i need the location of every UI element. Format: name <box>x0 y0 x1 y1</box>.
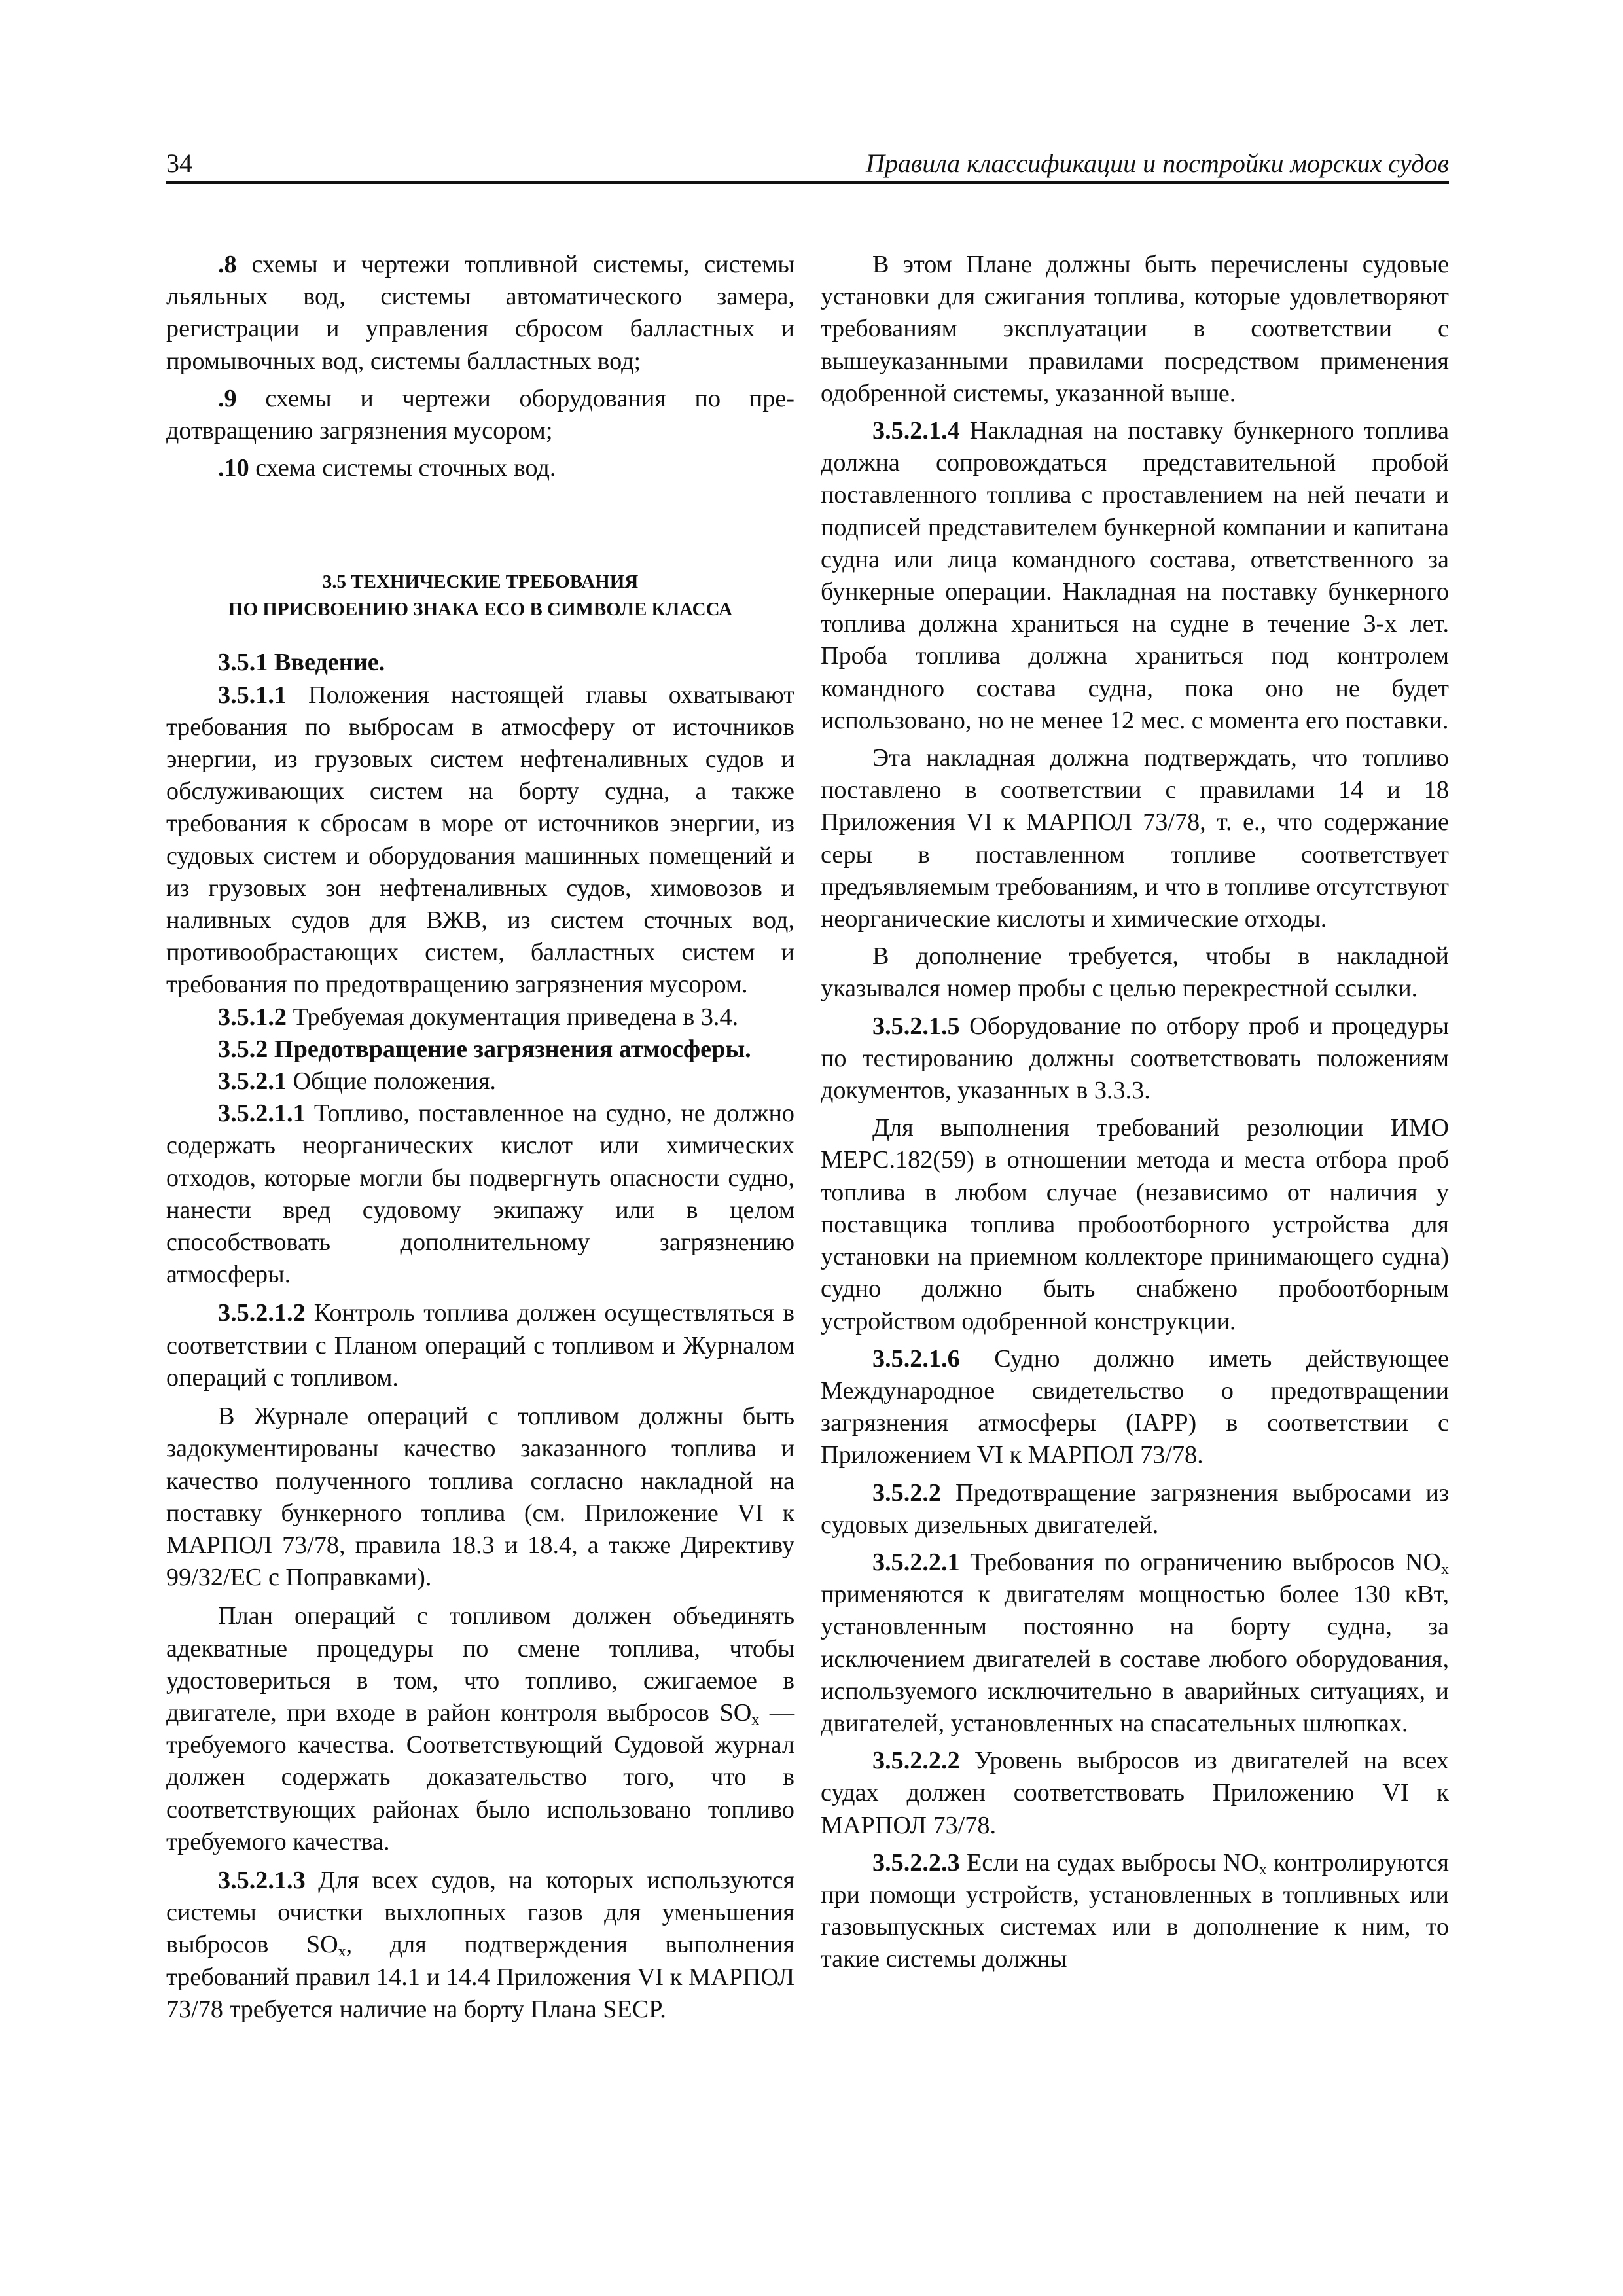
paragraph-text: Если на судах выбросы NO <box>959 1848 1259 1876</box>
paragraph-text: План операций с топливом должен объединять адекватные процедуры по смене топлива, чтобы удостовериться в том, что топливо, сжигаемое в двигателе, при входе в район контроля выбросов SO <box>166 1602 794 1727</box>
paragraph-title: Введение. <box>268 649 385 677</box>
paragraph-3-5-2 <box>166 1033 794 1066</box>
paragraph-text: Общие положения. <box>287 1067 496 1096</box>
plan-list-paragraph: В этом Плане должны быть перечислены судовые установки для сжигания топлива, которые удовлетворяют требованиям эксплуатации в соответствии с вышеуказанными правилами посредством применения одобренной системы, указанной выше. <box>821 251 1449 407</box>
running-title: Правила классификации и постройки морских судов <box>865 149 1449 178</box>
paragraph-text: Накладная на поставку бункерного топлива должна сопровождаться представительной пробой поставленного топлива с проставлением на ней печати и подписей представителем бункерной компании и капитана судна или лица командного состава, ответственного за бункерные операции. Накладная на поставку бункерного топлива должна храниться на судне в течение 3-х лет. Проба топлива должна храниться под контролем командного состава судна, пока оно не будет использовано, но не менее 12 мес. с момента его поставки. <box>821 417 1449 734</box>
paragraph-3-5-2-2-3 <box>821 1847 1449 1976</box>
page-number: 34 <box>166 149 192 178</box>
paragraph-3-5-2-1-2 <box>166 1297 794 1394</box>
paragraph-3-5-2-2-2 <box>821 1745 1449 1842</box>
paragraph-number: 3.5.2.1.5 <box>872 1012 960 1040</box>
paragraph-text: Требуемая документация приведена в 3.4. <box>287 1003 739 1031</box>
paragraph-3-5-2-1-5 <box>821 1011 1449 1107</box>
paragraph-number: 3.5.1.1 <box>218 681 287 709</box>
paragraph-3-5-2-1-3 <box>166 1865 794 2026</box>
paragraph-text: Судно должно иметь действующее Международное свидетельство о предотвращении загрязнения атмосферы (IAPP) в соответствии с Приложением VI к МАРПОЛ 73/78. <box>821 1344 1449 1469</box>
paragraph-number: 3.5.2.1.4 <box>872 417 960 445</box>
invoice-paragraph: Эта накладная должна подтверждать, что топливо поставлено в соответствии с правилами 14 и 18 Приложения VI к МАРПОЛ 73/78, т. е., что содержание серы в поставленном топливе соответствует предъявляемым требованиям, и что в топливе отсутствуют неорганические кислоты и химические отходы. <box>821 744 1449 933</box>
paragraph-text: Предотвращение загрязнения выбросами из судовых дизельных двигателей. <box>821 1479 1449 1539</box>
item-text: схема системы сточных вод. <box>249 454 556 482</box>
left-column <box>166 249 794 2026</box>
item-number: .10 <box>218 454 249 482</box>
paragraph-number: 3.5.2.1.2 <box>218 1299 306 1327</box>
paragraph-text: контролируются при помощи устройств, установленных в топливных или газовыпускных системах или в дополнение к ним, то такие системы должны <box>821 1848 1449 1973</box>
header-rule <box>166 181 1449 184</box>
paragraph-3-5-2-2-1 <box>821 1547 1449 1740</box>
paragraph-number: 3.5.2.1.3 <box>218 1866 306 1894</box>
subscript: x <box>1258 1861 1267 1878</box>
paragraph-number: 3.5.1.2 <box>218 1003 287 1031</box>
paragraph-text: Оборудование по отбору проб и процедуры по тестированию должны соответствовать положениям документов, указанных в 3.3.3. <box>821 1012 1449 1105</box>
paragraph-3-5-2-1 <box>166 1066 794 1098</box>
item-text: схемы и чертежи топливной системы, системы льяльных вод, системы автоматического замера, регистрации и управления сбросом балластных и промывочных вод, системы балластных вод; <box>166 251 794 375</box>
item-number: .8 <box>218 251 237 278</box>
paragraph-text: Уровень выбросов из двигателей на всех судах должен соответствовать Приложению VI к МАРПОЛ 73/78. <box>821 1747 1449 1839</box>
subscript: x <box>751 1711 760 1729</box>
paragraph-text: применяются к двигателям мощностью более 130 кВт, установленным постоянно на борту судна, за исключением двигателей в составе любого оборудования, используемого исключительно в аварийных ситуациях, и двигателей, установленных на спасательных шлюпках. <box>821 1581 1449 1737</box>
list-item-8 <box>166 249 794 378</box>
paragraph-3-5-1 <box>166 647 794 679</box>
paragraph-3-5-2-1-6 <box>821 1343 1449 1472</box>
section-heading-line-1: 3.5 ТЕХНИЧЕСКИЕ ТРЕБОВАНИЯ <box>322 571 639 593</box>
subscript: x <box>338 1943 346 1961</box>
imo-paragraph: Для выполнения требований резолюции ИМО МЕРС.182(59) в отношении метода и места отбора проб топлива в любом случае (независимо от наличия у поставщика топлива пробоотборного устройства для установки на приемном коллекторе принимающего судна) судно должно быть снабжено пробоотборным устройством одобренной конструкции. <box>821 1114 1449 1335</box>
list-item-9 <box>166 383 794 447</box>
right-column <box>821 249 1449 1976</box>
subscript: x <box>1441 1560 1449 1578</box>
paragraph-3-5-2-1-4 <box>821 415 1449 737</box>
paragraph-number: 3.5.2.2 <box>872 1479 942 1507</box>
paragraph-3-5-1-1 <box>166 679 794 1001</box>
paragraph-number: 3.5.2.2.2 <box>872 1747 960 1775</box>
paragraph-text: Положения настоящей главы охватывают требования по выбросам в атмосферу от источников энергии, из грузовых систем нефтеналивных судов и обслуживающих систем на борту судна, а также требования к сбросам в море от источников энергии, из судовых систем и оборудования машинных помещений и из грузовых зон нефтеналивных судов, химовозов и наливных судов для ВЖВ, из систем сточных вод, противообрастающих систем, балластных систем и требования по предотвращению загрязнения мусором. <box>166 681 794 999</box>
item-number: .9 <box>218 384 237 412</box>
paragraph-number: 3.5.2.2.1 <box>872 1548 960 1576</box>
paragraph-3-5-2-2 <box>821 1477 1449 1541</box>
paragraph-number: 3.5.2.1.6 <box>872 1344 960 1372</box>
addition-paragraph: В дополнение требуется, чтобы в накладной указывался номер пробы с целью перекрестной ссылки. <box>821 942 1449 1003</box>
paragraph-number: 3.5.1 <box>218 649 268 677</box>
plan-paragraph <box>166 1600 794 1858</box>
paragraph-3-5-1-2 <box>166 1001 794 1033</box>
paragraph-number: 3.5.2.1 <box>218 1067 287 1096</box>
paragraph-3-5-2-1-1 <box>166 1098 794 1291</box>
journal-paragraph: В Журнале операций с топливом должны быть задокументированы качество заказанного топлива и качество полученного топлива согласно накладной на поставку бункерного топлива (см. Приложение VI к МАРПОЛ 73/78, правила 18.3 и 18.4, а также Директиву 99/32/ЕС с Поправками). <box>166 1403 794 1592</box>
paragraph-text: — требуемого качества. Соответствующий Судовой журнал должен содержать доказательство того, что в соответствующих районах было использовано топливо требуемого качества. <box>166 1698 795 1856</box>
section-heading-line-2: ПО ПРИСВОЕНИЮ ЗНАКА ECO В СИМВОЛЕ КЛАССА <box>228 599 733 620</box>
paragraph-text: , для подтверждения выполнения требований правил 14.1 и 14.4 Приложения VI к МАРПОЛ 73/78 требуется наличие на борту Плана SECP. <box>166 1931 794 2023</box>
list-item-10 <box>166 452 794 484</box>
paragraph-text: Контроль топлива должен осуществляться в соответствии с Планом операций с топливом и Журналом операций с топливом. <box>166 1299 794 1391</box>
item-text: схемы и чертежи оборудования по предотвращению загрязнения мусором; <box>166 384 794 445</box>
paragraph-text: Для всех судов, на которых используются системы очистки выхлопных газов для уменьшения выбросов SO <box>166 1866 794 1959</box>
section-heading <box>166 568 794 623</box>
paragraph-number: 3.5.2 <box>218 1035 268 1063</box>
paragraph-text: Топливо, поставленное на судно, не должно содержать неорганических кислот или химических отходов, которые могли бы подвергнуть опасности судно, нанести вред судовому экипажу или в целом способствовать дополнительному загрязнению атмосферы. <box>166 1100 794 1289</box>
paragraph-text: Требования по ограничению выбросов NO <box>959 1548 1441 1576</box>
paragraph-title: Предотвращение загрязнения атмосферы. <box>268 1035 751 1063</box>
paragraph-number: 3.5.2.1.1 <box>218 1100 306 1128</box>
paragraph-number: 3.5.2.2.3 <box>872 1848 960 1876</box>
